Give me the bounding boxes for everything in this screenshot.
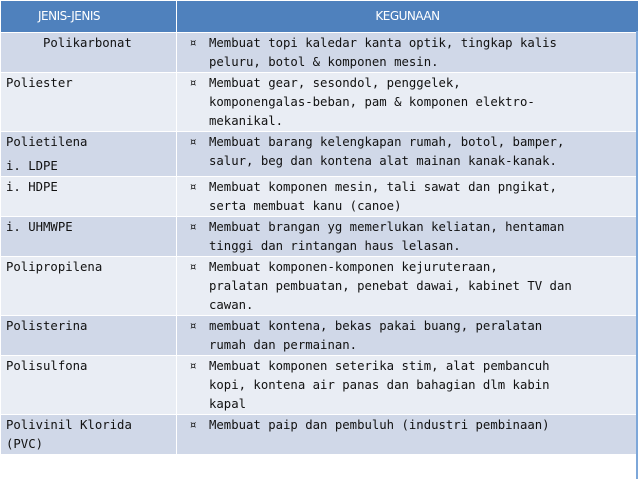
bullet-icon: ¤: [189, 76, 197, 90]
type-cell: [1, 33, 177, 73]
table-row: [1, 356, 638, 415]
use-cell: [177, 132, 638, 177]
type-name: i. LDPE: [6, 159, 58, 173]
type-cell: [1, 415, 177, 455]
use-cell: [177, 316, 638, 356]
bullet-icon: ¤: [189, 359, 197, 373]
type-cell: [1, 316, 177, 356]
use-line: pralatan pembuatan, penebat dawai, kabinet TV dan: [209, 279, 572, 293]
use-line: membuat kontena, bekas pakai buang, peralatan: [209, 319, 543, 333]
use-line: Membuat topi kaledar kanta optik, tingkap kalis: [209, 36, 557, 50]
use-line: Membuat gear, sesondol, penggelek,: [209, 76, 461, 90]
bullet-icon: ¤: [189, 260, 197, 274]
use-line: Membuat komponen-komponen kejuruteraan,: [209, 260, 498, 274]
bullet-icon: ¤: [189, 36, 197, 50]
bullet-icon: ¤: [189, 220, 197, 234]
type-name: Polisterina: [6, 319, 88, 333]
table-row: [1, 177, 638, 217]
table-row: [1, 415, 638, 455]
table-header-row: [1, 1, 638, 33]
header-kegunaan: KEGUNAAN: [177, 1, 638, 33]
table-row: [1, 217, 638, 257]
use-line: kapal: [209, 397, 247, 411]
use-line: Membuat paip dan pembuluh (industri pembinaan): [209, 418, 550, 432]
header-jenis: JENIS-JENIS: [1, 1, 177, 33]
use-line: cawan.: [209, 298, 254, 312]
type-cell: [1, 217, 177, 257]
type-cell: [1, 257, 177, 316]
bullet-icon: ¤: [189, 180, 197, 194]
use-cell: [177, 257, 638, 316]
type-name: Poliester: [6, 76, 73, 90]
type-name-abbrev: (PVC): [6, 437, 44, 451]
use-line: Membuat komponen mesin, tali sawat dan pngikat,: [209, 180, 557, 194]
type-name: i. UHMWPE: [6, 220, 73, 234]
bullet-icon: ¤: [189, 319, 197, 333]
bullet-icon: ¤: [189, 418, 197, 432]
use-line: komponengalas-beban, pam & komponen elektro-: [209, 95, 535, 109]
type-group-name: Polietilena: [6, 135, 88, 149]
use-line: mekanikal.: [209, 114, 284, 128]
use-cell: [177, 217, 638, 257]
table-row: [1, 33, 638, 73]
type-cell: [1, 132, 177, 177]
use-line: salur, beg dan kontena alat mainan kanak-kanak.: [209, 154, 557, 168]
table-row: [1, 316, 638, 356]
type-name: Polipropilena: [6, 260, 103, 274]
use-line: Membuat brangan yg memerlukan keliatan, hentaman: [209, 220, 565, 234]
use-line: kopi, kontena air panas dan bahagian dlm kabin: [209, 378, 550, 392]
use-line: peluru, botol & komponen mesin.: [209, 55, 439, 69]
type-cell: [1, 73, 177, 132]
use-line: rumah dan permainan.: [209, 338, 358, 352]
use-cell: [177, 33, 638, 73]
use-cell: [177, 356, 638, 415]
table-row: [1, 257, 638, 316]
use-cell: [177, 177, 638, 217]
use-line: serta membuat kanu (canoe): [209, 199, 402, 213]
use-line: tinggi dan rintangan haus lelasan.: [209, 239, 461, 253]
use-cell: [177, 73, 638, 132]
bullet-icon: ¤: [189, 135, 197, 149]
type-cell: [1, 356, 177, 415]
use-cell: [177, 415, 638, 455]
type-name: Polikarbonat: [43, 36, 132, 50]
use-line: Membuat barang kelengkapan rumah, botol, bamper,: [209, 135, 565, 149]
table-row: [1, 132, 638, 177]
type-cell: [1, 177, 177, 217]
type-name: i. HDPE: [6, 180, 58, 194]
use-line: Membuat komponen seterika stim, alat pembancuh: [209, 359, 550, 373]
type-name: Polivinil Klorida: [6, 418, 132, 432]
type-name: Polisulfona: [6, 359, 88, 373]
table-row: [1, 73, 638, 132]
